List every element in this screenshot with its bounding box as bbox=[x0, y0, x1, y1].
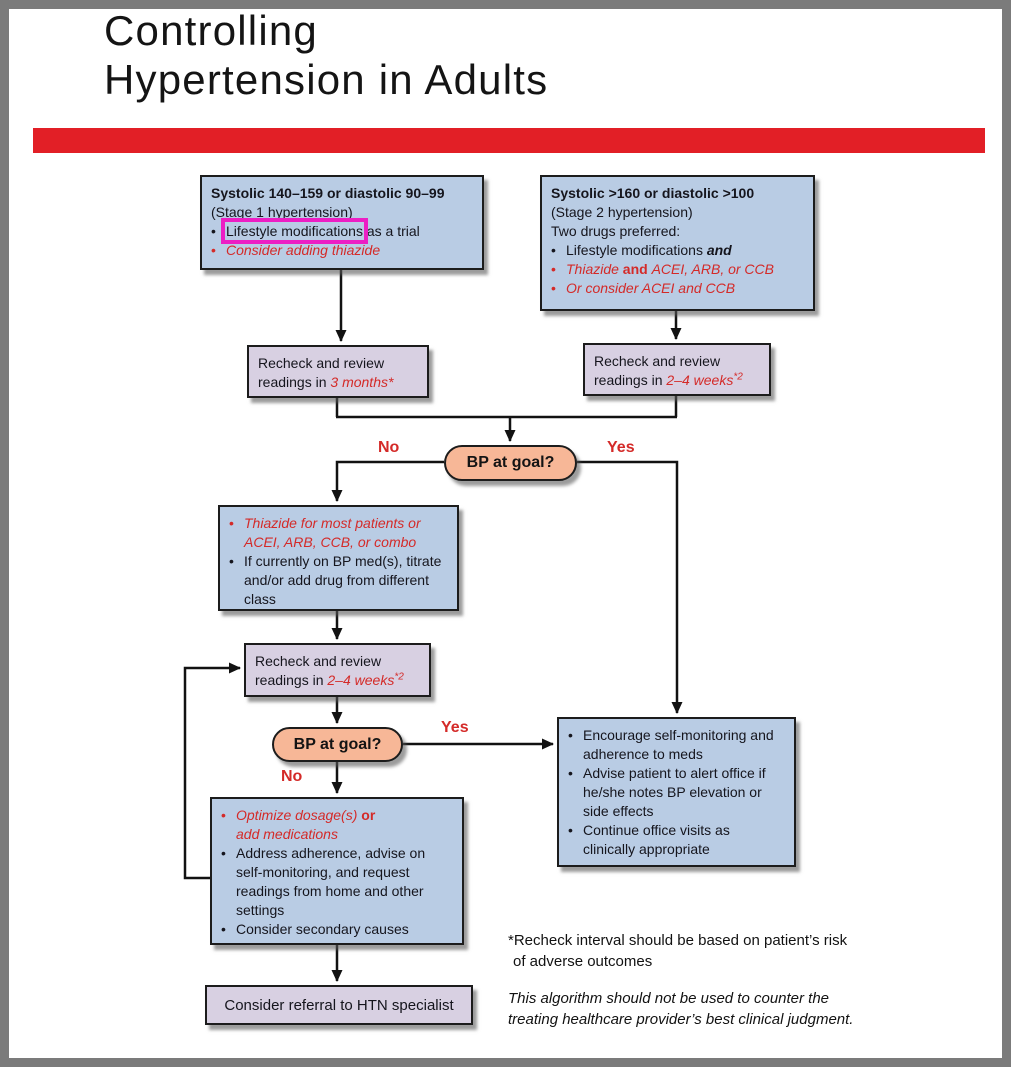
optimize-bullet3-text: Consider secondary causes bbox=[236, 921, 409, 937]
bullet-dot bbox=[221, 806, 236, 825]
stage2-bullet2-part2: ACEI, ARB, or CCB bbox=[651, 261, 774, 277]
treat-bullet-titrate bbox=[229, 552, 448, 609]
page-title bbox=[104, 6, 548, 104]
treat-bullet1-line1: Thiazide for most patients or bbox=[244, 515, 421, 531]
stage2-bullet-lifestyle bbox=[551, 241, 804, 260]
stage1-subheading: (Stage 1 hypertension) bbox=[211, 204, 353, 220]
footnote-recheck-interval bbox=[508, 930, 908, 972]
page-title-line2: Hypertension in Adults bbox=[104, 56, 549, 103]
monitor-bullet-advise bbox=[568, 764, 785, 821]
treat-bullet2-text: If currently on BP med(s), titrate and/or add drug from different class bbox=[244, 553, 442, 607]
footnote-recheck-line1: *Recheck interval should be based on patient’s risk bbox=[508, 932, 848, 949]
stage2-bullet2-and: and bbox=[618, 261, 652, 277]
bullet-dot bbox=[551, 279, 566, 298]
node-treatment-options bbox=[218, 505, 459, 611]
stage2-bullet1-text: Lifestyle modifications bbox=[566, 242, 707, 258]
bullet-dot bbox=[211, 241, 226, 260]
optimize-bullet-dosage bbox=[221, 806, 453, 844]
optimize-bullet2-text: Address adherence, advise on self-monitoring, and request readings from home and other settings bbox=[236, 845, 426, 918]
stage1-bullet-thiazide bbox=[211, 241, 473, 260]
stage1-bullet1-rest: as a trial bbox=[362, 223, 420, 239]
recheck2-line2-prefix: readings in bbox=[594, 372, 667, 388]
red-divider-bar bbox=[33, 128, 985, 153]
decision2-no-label: No bbox=[281, 768, 303, 785]
optimize-bullet-adherence bbox=[221, 844, 453, 920]
recheck1-line2-prefix: readings in bbox=[258, 374, 331, 390]
decision2-bp-at-goal bbox=[272, 727, 403, 762]
stage1-bullet1-highlighted-text: Lifestyle modifications bbox=[226, 223, 363, 239]
node-htn-specialist-referral bbox=[205, 985, 473, 1025]
stage1-bullet-lifestyle bbox=[211, 222, 473, 241]
referral-label: Consider referral to HTN specialist bbox=[224, 997, 454, 1014]
footnote-recheck-line2: of adverse outcomes bbox=[513, 953, 653, 970]
node-optimize-dosage bbox=[210, 797, 464, 945]
stage2-bullet3-text: Or consider ACEI and CCB bbox=[566, 280, 736, 296]
bullet-dot bbox=[568, 726, 583, 745]
node-recheck-2-4-weeks-loop bbox=[244, 643, 431, 697]
optimize-bullet1-or: or bbox=[361, 807, 376, 823]
footnote-disclaimer bbox=[508, 988, 908, 1030]
monitor-bullet-visits bbox=[568, 821, 785, 859]
decision2-label: BP at goal? bbox=[293, 735, 382, 753]
monitor-bullet3-text: Continue office visits as clinically appropriate bbox=[583, 822, 730, 857]
bullet-dot bbox=[568, 821, 583, 840]
node-recheck-3-months bbox=[247, 345, 429, 398]
bullet-dot bbox=[568, 764, 583, 783]
node-recheck-2-4-weeks-top bbox=[583, 343, 771, 396]
node-stage1-hypertension bbox=[200, 175, 484, 270]
treat-bullet-thiazide bbox=[229, 514, 448, 552]
treat-bullet1-line2: ACEI, ARB, CCB, or combo bbox=[244, 534, 417, 550]
bullet-dot bbox=[229, 552, 244, 571]
page-title-line1: Controlling bbox=[104, 7, 318, 54]
stage2-line3: Two drugs preferred: bbox=[551, 223, 681, 239]
recheck2-interval-footmark: *2 bbox=[733, 371, 743, 383]
footnote-disclaimer-line2: treating healthcare provider’s best clinical judgment. bbox=[508, 1011, 854, 1028]
decision2-yes-label: Yes bbox=[441, 719, 469, 736]
recheck3-interval: 2–4 weeks bbox=[327, 672, 395, 688]
decision1-yes-label: Yes bbox=[607, 439, 635, 456]
monitor-bullet1-text: Encourage self-monitoring and adherence to meds bbox=[583, 727, 774, 762]
stage1-bullet2-text: Consider adding thiazide bbox=[226, 242, 381, 258]
optimize-bullet1-part1: Optimize dosage(s) bbox=[236, 807, 362, 823]
recheck1-interval: 3 months* bbox=[330, 374, 394, 390]
footnote-disclaimer-line1: This algorithm should not be used to counter the bbox=[508, 990, 830, 1007]
optimize-bullet1-line2: add medications bbox=[236, 826, 338, 842]
recheck3-line2-prefix: readings in bbox=[255, 672, 328, 688]
stage2-bullet-acei-ccb bbox=[551, 279, 804, 298]
recheck1-line1: Recheck and review bbox=[258, 355, 385, 371]
bullet-dot bbox=[551, 241, 566, 260]
recheck2-line1: Recheck and review bbox=[594, 353, 721, 369]
monitor-bullet-encourage bbox=[568, 726, 785, 764]
recheck2-interval: 2–4 weeks bbox=[666, 372, 734, 388]
stage2-bullet1-and: and bbox=[706, 242, 732, 258]
monitor-bullet2-text: Advise patient to alert office if he/she notes BP elevation or side effects bbox=[583, 765, 766, 819]
page-background bbox=[9, 9, 1002, 1058]
stage2-bullet-thiazide bbox=[551, 260, 804, 279]
stage2-bullet2-part1: Thiazide bbox=[566, 261, 619, 277]
decision1-label: BP at goal? bbox=[466, 454, 555, 471]
recheck3-line1: Recheck and review bbox=[255, 653, 382, 669]
decision1-bp-at-goal bbox=[444, 445, 577, 481]
decision1-no-label: No bbox=[378, 439, 400, 456]
recheck3-interval-footmark: *2 bbox=[394, 671, 404, 683]
node-self-monitoring bbox=[557, 717, 796, 867]
optimize-bullet-secondary bbox=[221, 920, 453, 939]
bullet-dot bbox=[211, 222, 226, 241]
bullet-dot bbox=[229, 514, 244, 533]
stage2-subheading: (Stage 2 hypertension) bbox=[551, 204, 693, 220]
lifestyle-modifications-highlight bbox=[226, 223, 363, 239]
bullet-dot bbox=[551, 260, 566, 279]
bullet-dot bbox=[221, 920, 236, 939]
stage2-heading: Systolic >160 or diastolic >100 bbox=[551, 185, 755, 201]
stage1-heading: Systolic 140–159 or diastolic 90–99 bbox=[211, 185, 445, 201]
bullet-dot bbox=[221, 844, 236, 863]
node-stage2-hypertension bbox=[540, 175, 815, 311]
